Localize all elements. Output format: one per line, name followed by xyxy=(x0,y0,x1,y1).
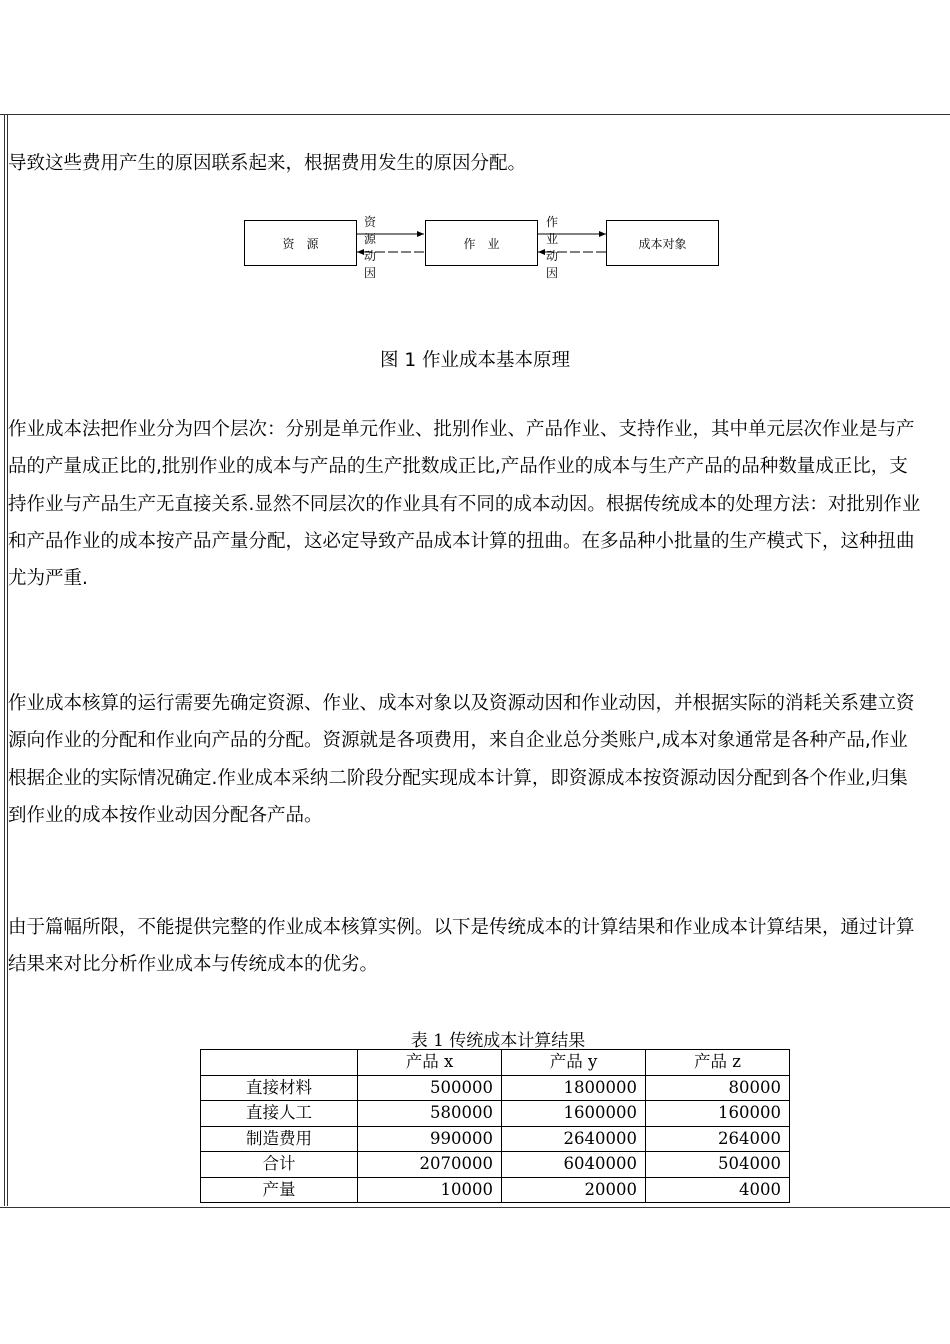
cost-object-box xyxy=(606,220,719,266)
table-cell: 1800000 xyxy=(502,1075,646,1101)
traditional-cost-table xyxy=(200,1049,790,1203)
table-cell: 20000 xyxy=(502,1177,646,1203)
cost-object-box-label: 成本对象 xyxy=(638,236,687,251)
table-header-cell: 产品 z xyxy=(646,1050,790,1076)
row-label: 产量 xyxy=(201,1177,358,1203)
row-label: 合计 xyxy=(201,1152,358,1178)
paragraph-process xyxy=(8,685,950,834)
table-header-row xyxy=(201,1050,790,1076)
paragraph-intro xyxy=(8,145,950,182)
table-header-cell: 产品 y xyxy=(502,1050,646,1076)
table-cell: 500000 xyxy=(358,1075,502,1101)
table-row xyxy=(201,1152,790,1178)
table-cell: 2640000 xyxy=(502,1126,646,1152)
table-cell: 2070000 xyxy=(358,1152,502,1178)
table-cell: 80000 xyxy=(646,1075,790,1101)
table-cell: 4000 xyxy=(646,1177,790,1203)
text-line: 和产品作业的成本按产品产量分配，这必定导致产品成本计算的扭曲。在多品种小批量的生产模式下，这种扭曲 xyxy=(8,530,915,552)
activity-box-label: 作 业 xyxy=(463,236,500,251)
table-cell: 990000 xyxy=(358,1126,502,1152)
resource-box xyxy=(244,220,357,266)
row-label: 直接材料 xyxy=(201,1075,358,1101)
text-line: 根据企业的实际情况确定.作业成本采纳二阶段分配实现成本计算，即资源成本按资源动因分配到各个作业,归集 xyxy=(8,767,908,789)
activity-box xyxy=(425,220,538,266)
text-line: 持作业与产品生产无直接关系.显然不同层次的作业具有不同的成本动因。根据传统成本的处理方法：对批别作业 xyxy=(8,493,921,515)
table-header-cell: 产品 x xyxy=(358,1050,502,1076)
text-line: 源向作业的分配和作业向产品的分配。资源就是各项费用，来自企业总分类账户,成本对象通常是各种产品,作业 xyxy=(8,730,908,752)
text-line: 作业成本法把作业分为四个层次：分别是单元作业、批别作业、产品作业、支持作业，其中单元层次作业是与产 xyxy=(8,419,915,440)
text-line: 到作业的成本按作业动因分配各产品。 xyxy=(8,804,323,826)
text-line: 结果来对比分析作业成本与传统成本的优劣。 xyxy=(8,954,379,976)
activity-driver-label: 作业动因 xyxy=(546,215,559,280)
table-cell: 160000 xyxy=(646,1101,790,1127)
table-cell: 580000 xyxy=(358,1101,502,1127)
table-row xyxy=(201,1126,790,1152)
text-line: 由于篇幅所限，不能提供完整的作业成本核算实例。以下是传统成本的计算结果和作业成本计算结果，通过计算 xyxy=(8,917,915,938)
paragraph-levels xyxy=(8,411,950,597)
table-row xyxy=(201,1075,790,1101)
table-header-cell xyxy=(201,1050,358,1076)
paragraph-comparison xyxy=(8,909,950,984)
table-cell: 6040000 xyxy=(502,1152,646,1178)
table-cell: 504000 xyxy=(646,1152,790,1178)
table-cell: 1600000 xyxy=(502,1101,646,1127)
text-line: 品的产量成正比的,批别作业的成本与产品的生产批数成正比,产品作业的成本与生产产品的品种数量成正比，支 xyxy=(8,456,908,478)
resource-box-label: 资 源 xyxy=(282,236,319,251)
text-line: 导致这些费用产生的原因联系起来，根据费用发生的原因分配。 xyxy=(8,153,527,174)
table-cell: 264000 xyxy=(646,1126,790,1152)
figure-caption: 图 1 作业成本基本原理 xyxy=(379,350,571,371)
table-row xyxy=(201,1177,790,1203)
table-cell: 10000 xyxy=(358,1177,502,1203)
table-row xyxy=(201,1101,790,1127)
resource-driver-label: 资源动因 xyxy=(364,215,377,280)
text-line: 尤为严重. xyxy=(8,568,88,590)
row-label: 直接人工 xyxy=(201,1101,358,1127)
row-label: 制造费用 xyxy=(201,1126,358,1152)
table-title: 表 1 传统成本计算结果 xyxy=(410,1031,586,1051)
text-line: 作业成本核算的运行需要先确定资源、作业、成本对象以及资源动因和作业动因，并根据实际的消耗关系建立资 xyxy=(8,693,915,714)
